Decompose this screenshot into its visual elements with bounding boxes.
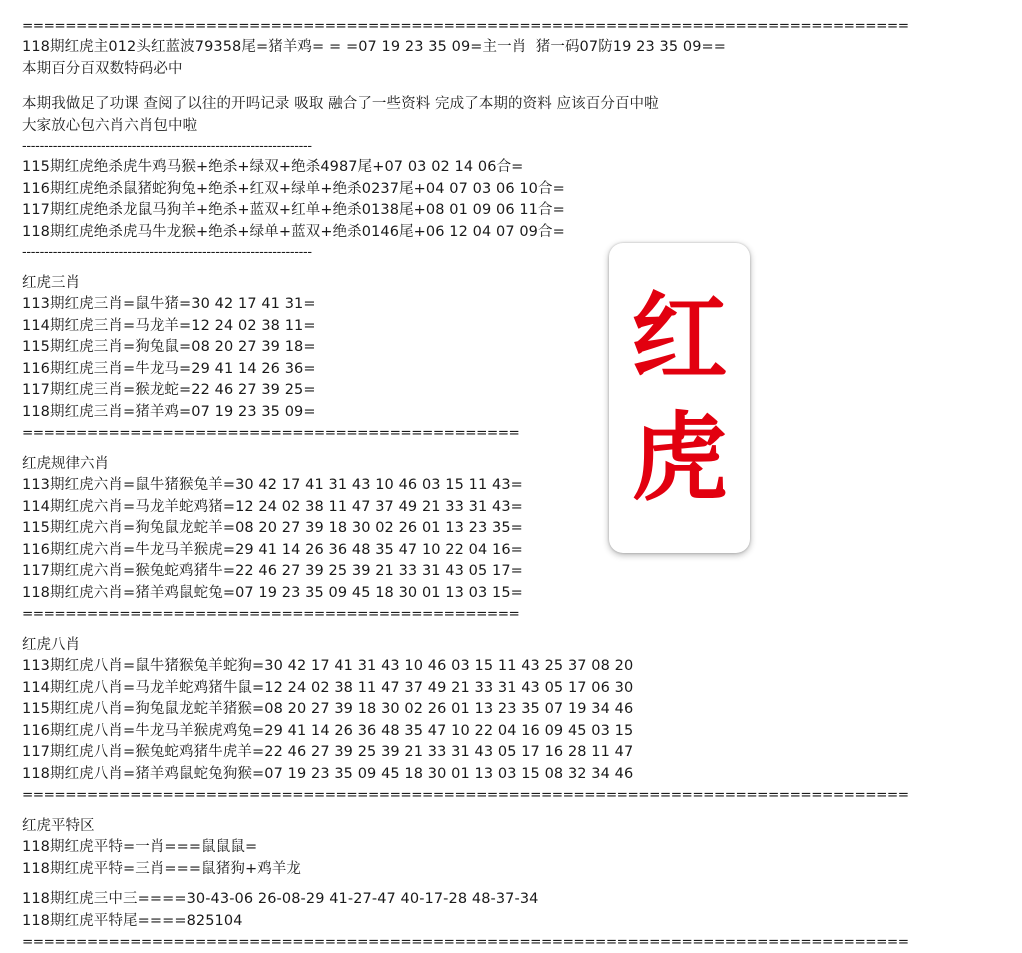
section-line: 114期红虎六肖=马龙羊蛇鸡猪=12 24 02 38 11 47 37 49 21 33 31 43= — [22, 498, 523, 515]
section-line: 114期红虎三肖=马龙羊=12 24 02 38 11= — [22, 317, 316, 334]
spacer — [22, 880, 1002, 889]
header-line-1: 118期红虎主012头红蓝波79358尾=猪羊鸡= = =07 19 23 35 09=主一肖 猪一码07防19 23 35 09== — [22, 39, 727, 55]
section-line: 118期红虎三中三====30-43-06 26-08-29 41-27-47 40-17-28 48-37-34 — [22, 891, 539, 907]
section-baxiao — [22, 634, 1002, 806]
section-line: 114期红虎八肖=马龙羊蛇鸡猪牛鼠=12 24 02 38 11 47 37 49 21 33 31 43 05 17 06 30 — [22, 679, 634, 696]
section-line: 115期红虎六肖=狗兔鼠龙蛇羊=08 20 27 39 18 30 02 26 01 13 23 35= — [22, 520, 523, 536]
dash-divider-top: ------------------------------------------------------------------ — [22, 139, 312, 154]
section-line: 115期红虎三肖=狗兔鼠=08 20 27 39 18= — [22, 339, 316, 355]
spacer — [22, 80, 1002, 94]
juesha-block — [22, 157, 1002, 243]
section-line: 118期红虎三肖=猪羊鸡=07 19 23 35 09= — [22, 403, 316, 420]
section-divider: ============================================== — [22, 606, 520, 622]
section-line: 113期红虎八肖=鼠牛猪猴兔羊蛇狗=30 42 17 41 31 43 10 46 03 15 11 43 25 37 08 20 — [22, 658, 634, 674]
section-sanxiao — [22, 272, 622, 444]
spacer — [22, 625, 1002, 634]
section-liuxiao — [22, 453, 622, 625]
intro-line-2: 大家放心包六肖六肖包中啦 — [22, 117, 198, 134]
section-title: 红虎八肖 — [22, 637, 80, 653]
section-line: 115期红虎八肖=狗兔鼠龙蛇羊猪猴=08 20 27 39 18 30 02 26 01 13 23 35 07 19 34 46 — [22, 701, 634, 717]
section-title: 红虎规律六肖 — [22, 456, 109, 472]
juesha-line: 117期红虎绝杀龙鼠马狗羊+绝杀+蓝双+红单+绝杀0138尾+08 01 09 06 11合= — [22, 202, 565, 218]
section-divider: ================================================================================== — [22, 787, 909, 803]
section-line: 116期红虎六肖=牛龙马羊猴虎=29 41 14 26 36 48 35 47 10 22 04 16= — [22, 541, 523, 558]
section-line: 118期红虎平特=三肖===鼠猪狗+鸡羊龙 — [22, 860, 302, 877]
section-title: 红虎三肖 — [22, 275, 80, 291]
honghu-logo-card — [609, 243, 750, 553]
section-line: 117期红虎六肖=猴兔蛇鸡猪牛=22 46 27 39 25 39 21 33 31 43 05 17= — [22, 563, 523, 579]
section-line: 117期红虎三肖=猴龙蛇=22 46 27 39 25= — [22, 382, 316, 398]
section-line: 116期红虎八肖=牛龙马羊猴虎鸡兔=29 41 14 26 36 48 35 47 10 22 04 16 09 45 03 15 — [22, 722, 634, 739]
section-line: 116期红虎三肖=牛龙马=29 41 14 26 36= — [22, 360, 316, 377]
intro-line-1: 本期我做足了功课 查阅了以往的开吗记录 吸取 融合了一些资料 完成了本期的资料 应该百分百中啦 — [22, 96, 659, 112]
juesha-line: 115期红虎绝杀虎牛鸡马猴+绝杀+绿双+绝杀4987尾+07 03 02 14 06合= — [22, 159, 524, 175]
section-line: 118期红虎平特尾====825104 — [22, 912, 243, 929]
section-line: 113期红虎三肖=鼠牛猪=30 42 17 41 31= — [22, 296, 316, 312]
section-pingtequ — [22, 815, 1002, 953]
juesha-line: 118期红虎绝杀虎马牛龙猴+绝杀+绿单+蓝双+绝杀0146尾+06 12 04 07 09合= — [22, 223, 565, 240]
spacer — [22, 444, 1002, 453]
juesha-line: 116期红虎绝杀鼠猪蛇狗兔+绝杀+红双+绿单+绝杀0237尾+04 07 03 06 10合= — [22, 180, 565, 197]
dash-divider-bottom: ------------------------------------------------------------------ — [22, 245, 312, 260]
section-divider: ============================================== — [22, 425, 520, 441]
logo-char-hong: 红 — [631, 282, 728, 394]
top-divider: ================================================================================== — [22, 18, 909, 34]
section-title: 红虎平特区 — [22, 818, 95, 834]
logo-char-hu: 虎 — [631, 402, 728, 514]
section-line: 117期红虎八肖=猴兔蛇鸡猪牛虎羊=22 46 27 39 25 39 21 33 31 43 05 17 16 28 11 47 — [22, 744, 634, 760]
section-line: 118期红虎平特=一肖===鼠鼠鼠= — [22, 839, 258, 855]
section-line: 113期红虎六肖=鼠牛猪猴兔羊=30 42 17 41 31 43 10 46 03 15 11 43= — [22, 477, 523, 493]
header-line-2: 本期百分百双数特码必中 — [22, 60, 183, 77]
section-line: 118期红虎八肖=猪羊鸡鼠蛇兔狗猴=07 19 23 35 09 45 18 30 01 13 03 15 08 32 34 46 — [22, 765, 634, 782]
section-divider: ================================================================================== — [22, 934, 909, 950]
spacer — [22, 806, 1002, 815]
spacer — [22, 263, 1002, 272]
section-line: 118期红虎六肖=猪羊鸡鼠蛇兔=07 19 23 35 09 45 18 30 01 13 03 15= — [22, 584, 523, 601]
